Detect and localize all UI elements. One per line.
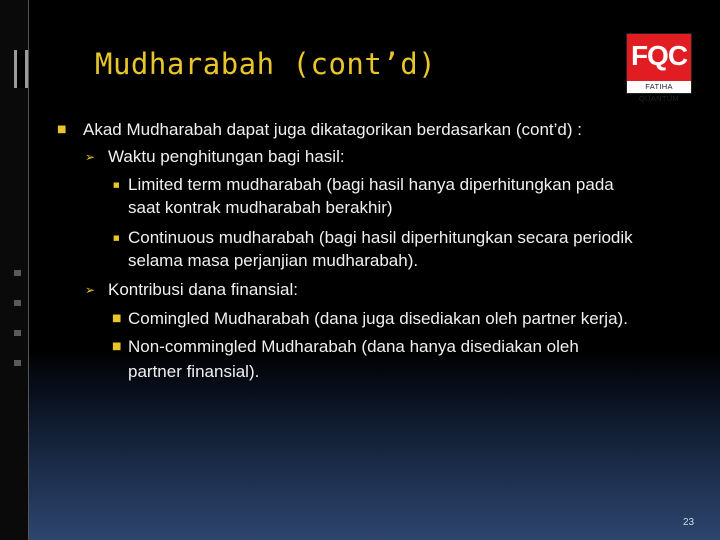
square-bullet-icon: ■ xyxy=(112,341,122,352)
bullet-level3: Limited term mudharabah (bagi hasil hanya diperhitungkan pada xyxy=(128,175,614,194)
bullet-level1: Akad Mudharabah dapat juga dikatagorikan berdasarkan (cont’d) : xyxy=(83,120,582,139)
square-bullet-icon: ■ xyxy=(112,313,122,324)
small-square-bullet-icon: ■ xyxy=(113,234,120,242)
logo-text: FQC xyxy=(630,40,688,71)
page-number: 23 xyxy=(683,517,695,528)
logo-subtitle: FATIHA QUANTUM xyxy=(627,81,691,93)
bullet-level3-continued: saat kontrak mudharabah berakhir) xyxy=(128,198,393,217)
bullet-level2: Waktu penghitungan bagi hasil: xyxy=(108,147,345,166)
bullet-level3-continued: selama masa perjanjian mudharabah). xyxy=(128,251,419,270)
arrow-bullet-icon: ➢ xyxy=(85,150,96,164)
bullet-level3-continued: partner finansial). xyxy=(128,362,260,381)
bullet-level3: Continuous mudharabah (bagi hasil diperhitungkan secara periodik xyxy=(128,228,633,247)
square-bullet-icon: ■ xyxy=(57,124,67,135)
bullet-level2: Kontribusi dana finansial: xyxy=(108,280,298,299)
arrow-bullet-icon: ➢ xyxy=(85,283,96,297)
bullet-level3: Non-commingled Mudharabah (dana hanya disediakan oleh xyxy=(128,337,579,356)
small-square-bullet-icon: ■ xyxy=(113,181,120,189)
bullet-level3: Comingled Mudharabah (dana juga disediakan oleh partner kerja). xyxy=(128,309,628,328)
slide-title: Mudharabah (cont’d) xyxy=(95,47,437,81)
